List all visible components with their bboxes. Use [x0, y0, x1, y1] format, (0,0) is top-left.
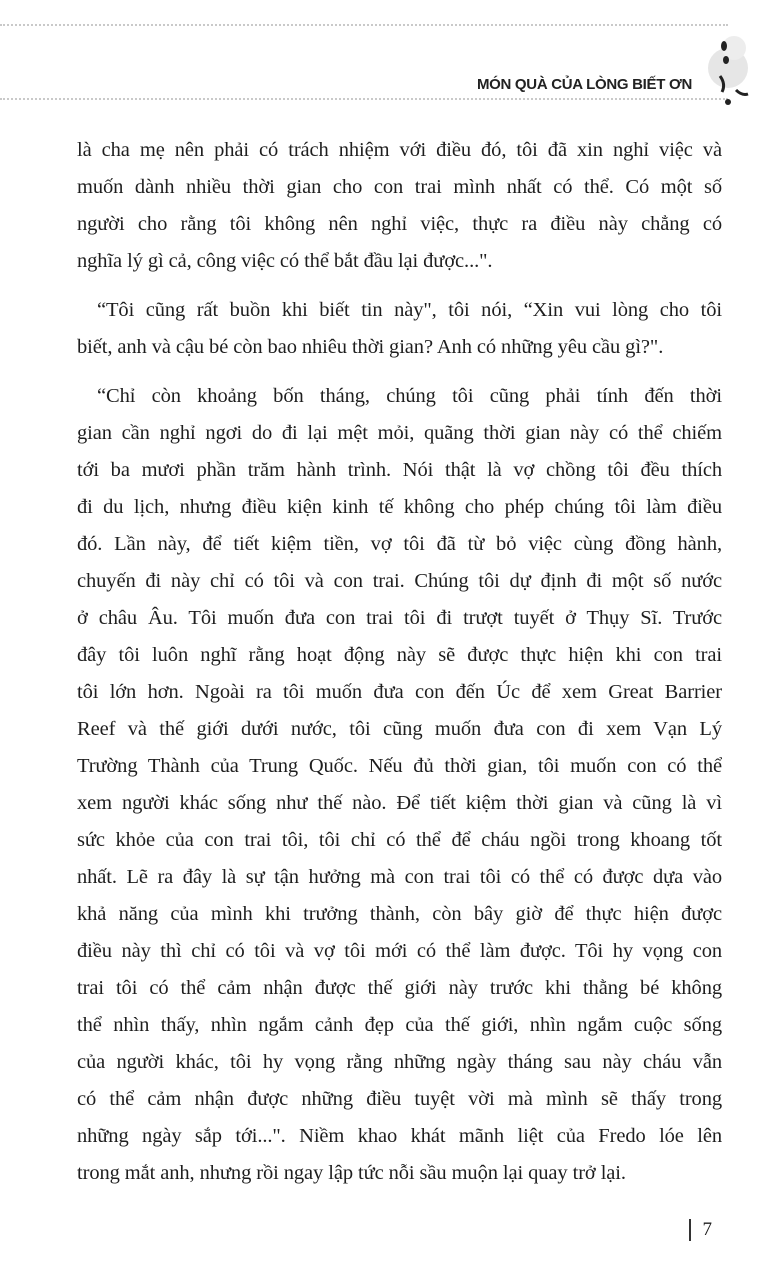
text-line: trai tôi có thể cảm nhận được thế giới này trước khi thằng bé không	[77, 977, 722, 999]
header-divider-bottom	[0, 98, 728, 100]
mascot-illustration-icon	[702, 28, 754, 110]
text-line: đi du lịch, nhưng điều kiện kinh tế không cho phép chúng tôi làm điều	[77, 496, 722, 518]
text-line: điều này thì chỉ có tôi và vợ tôi mới có thể làm được. Tôi hy vọng con	[77, 940, 722, 962]
text-line: khả năng của mình khi trưởng thành, còn bây giờ để thực hiện được	[77, 903, 722, 925]
text-line: “Tôi cũng rất buồn khi biết tin này", tôi nói, “Xin vui lòng cho tôi	[97, 299, 722, 321]
text-line: Trường Thành của Trung Quốc. Nếu đủ thời gian, tôi muốn con có thể	[77, 755, 722, 777]
text-line: có thể cảm nhận được những điều tuyệt vời mà mình sẽ thấy trong	[77, 1088, 722, 1110]
text-line: biết, anh và cậu bé còn bao nhiêu thời gian? Anh có những yêu cầu gì?".	[77, 336, 664, 358]
text-line: những ngày sắp tới...". Niềm khao khát mãnh liệt của Fredo lóe lên	[77, 1125, 722, 1147]
text-line: nhất. Lẽ ra đây là sự tận hưởng mà con trai tôi có thể có được dựa vào	[77, 866, 722, 888]
header-divider-top	[0, 24, 728, 26]
text-line: đó. Lần này, để tiết kiệm tiền, vợ tôi đã từ bỏ việc cùng đồng hành,	[77, 533, 722, 555]
text-line: của người khác, tôi hy vọng rằng những ngày tháng sau này cháu vẫn	[77, 1051, 722, 1073]
running-header-title: MÓN QUÀ CỦA LÒNG BIẾT ƠN	[476, 76, 692, 93]
text-line: nghĩa lý gì cả, công việc có thể bắt đầu lại được...".	[77, 250, 493, 272]
text-line: tôi lớn hơn. Ngoài ra tôi muốn đưa con đến Úc để xem Great Barrier	[77, 681, 722, 703]
text-line: muốn dành nhiều thời gian cho con trai mình nhất có thể. Có một số	[77, 176, 722, 198]
text-line: xem người khác sống như thế nào. Để tiết kiệm thời gian và cũng là vì	[77, 792, 722, 814]
text-line: Reef và thế giới dưới nước, tôi cũng muốn đưa con đi xem Vạn Lý	[77, 718, 722, 740]
paragraph	[77, 292, 722, 366]
paragraph	[77, 132, 722, 280]
page-footer	[0, 1204, 758, 1242]
text-line: người cho rằng tôi không nên nghỉ việc, thực ra điều này chẳng có	[77, 213, 722, 235]
text-line: “Chỉ còn khoảng bốn tháng, chúng tôi cũng phải tính đến thời	[97, 385, 722, 407]
text-line: thể nhìn thấy, nhìn ngắm cảnh đẹp của thế giới, nhìn ngắm cuộc sống	[77, 1014, 722, 1036]
text-line: trong mắt anh, nhưng rồi ngay lập tức nỗi sầu muộn lại quay trở lại.	[77, 1162, 626, 1184]
text-line: chuyến đi này chỉ có tôi và con trai. Chúng tôi dự định đi một số nước	[77, 570, 722, 592]
page-number-bar	[689, 1219, 691, 1241]
paragraph	[77, 378, 722, 1192]
text-line: tới ba mươi phần trăm hành trình. Nói thật là vợ chồng tôi đều thích	[77, 459, 722, 481]
text-line: gian cần nghỉ ngơi do đi lại mệt mỏi, quãng thời gian này có thể chiếm	[77, 422, 722, 444]
text-line: đây tôi luôn nghĩ rằng hoạt động này sẽ được thực hiện khi con trai	[77, 644, 722, 666]
text-line: là cha mẹ nên phải có trách nhiệm với điều đó, tôi đã xin nghỉ việc và	[77, 139, 722, 161]
text-line: ở châu Âu. Tôi muốn đưa con trai tôi đi trượt tuyết ở Thụy Sĩ. Trước	[77, 607, 722, 629]
body-text	[77, 132, 722, 1204]
text-line: sức khỏe của con trai tôi, tôi chỉ có thể để cháu ngồi trong khoang tốt	[77, 829, 722, 851]
page-number: 7	[702, 1219, 712, 1240]
